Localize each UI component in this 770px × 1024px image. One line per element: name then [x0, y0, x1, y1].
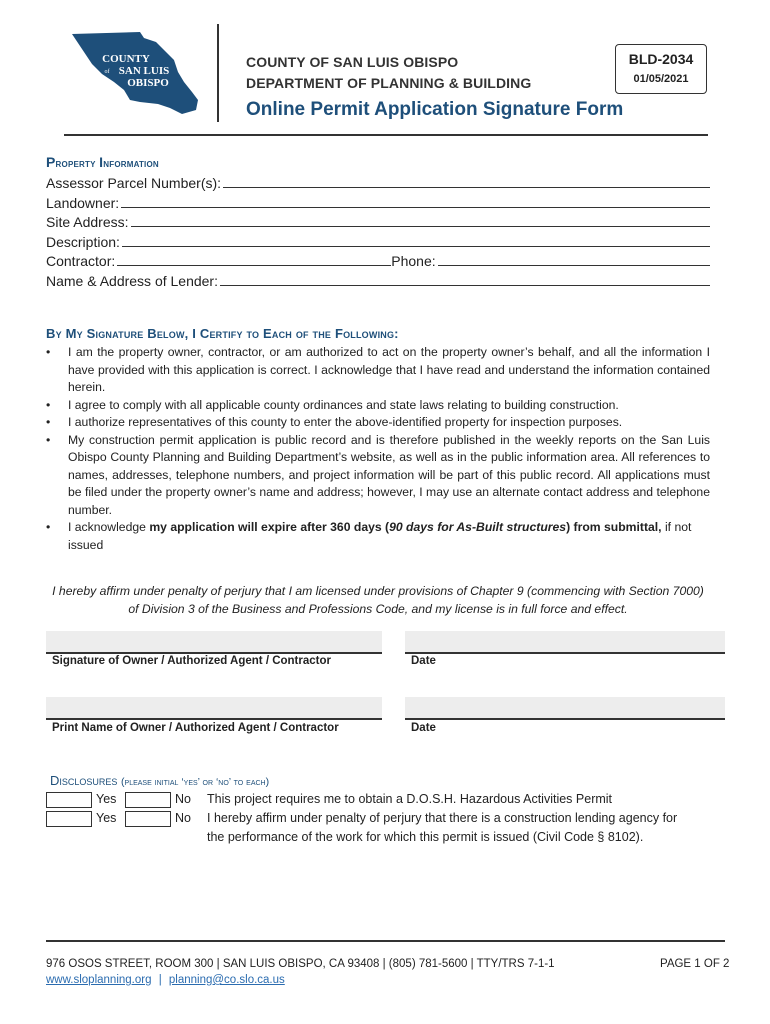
- contractor-phone-row: [46, 251, 710, 269]
- site-address-line[interactable]: [131, 214, 711, 227]
- form-title: Online Permit Application Signature Form: [246, 99, 624, 120]
- header-divider: [217, 24, 219, 122]
- header-rule: [64, 134, 708, 136]
- logo-county-text: COUNTY: [102, 53, 150, 65]
- logo-of-text: of: [104, 69, 110, 75]
- form-code: BLD-2034: [628, 51, 694, 67]
- lender-label: Name & Address of Lender:: [46, 273, 218, 289]
- phone-label: Phone:: [391, 253, 436, 269]
- landowner-field[interactable]: [46, 193, 710, 211]
- logo-obispo-text: OBISPO: [127, 77, 169, 89]
- disclosure1-text: This project requires me to obtain a D.O.S.H. Hazardous Activities Permit: [207, 792, 613, 806]
- disclosures-heading: Disclosures (please initial ‘yes’ or ‘no’ to each): [50, 773, 270, 788]
- disclosure1-yes-initial[interactable]: [46, 792, 92, 808]
- signature-label: Signature of Owner / Authorized Agent / Contractor: [52, 655, 331, 667]
- print-date-line: [405, 718, 725, 720]
- landowner-line[interactable]: [121, 195, 710, 208]
- description-label: Description:: [46, 234, 120, 250]
- email-link[interactable]: planning@co.slo.ca.us: [168, 974, 285, 986]
- signature-line: [46, 652, 382, 654]
- signature-date-input[interactable]: [405, 631, 725, 653]
- contractor-label: Contractor:: [46, 253, 116, 269]
- disclosure2-yes-initial[interactable]: [46, 811, 92, 827]
- page-number: PAGE 1 OF 2: [660, 958, 730, 970]
- list-item-expiration: • I acknowledge my application will expire after 360 days (90 days for As-Built structures) from submittal, if not issued: [46, 520, 692, 552]
- phone-line[interactable]: [438, 253, 710, 266]
- county-logo: [70, 30, 202, 116]
- landowner-label: Landowner:: [46, 195, 120, 211]
- form-code-box: [615, 44, 707, 94]
- site-address-label: Site Address:: [46, 214, 129, 230]
- disclosure1-no-label: No: [175, 792, 191, 806]
- print-name-input[interactable]: [46, 697, 382, 719]
- lender-line[interactable]: [220, 273, 710, 286]
- description-field[interactable]: [46, 232, 710, 250]
- footer-separator: |: [158, 974, 162, 986]
- certify-list: [46, 344, 710, 554]
- certify-heading: By My Signature Below, I Certify to Each of the Following:: [46, 326, 399, 341]
- apn-label: Assessor Parcel Number(s):: [46, 175, 222, 191]
- print-name-line: [46, 718, 382, 720]
- website-link[interactable]: www.sloplanning.org: [46, 974, 152, 986]
- apn-line[interactable]: [223, 175, 710, 188]
- list-item: • I am the property owner, contractor, or am authorized to act on the property owner’s behalf, and all the information I have provided with this application is correct. I acknowledge that I have read and understand the information contained herein.: [46, 345, 710, 394]
- disclosure2-text-line1: I hereby affirm under penalty of perjury that there is a construction lending agency for: [207, 811, 678, 825]
- disclosure2-text-line2: the performance of the work for which this permit is issued (Civil Code § 8102).: [207, 830, 644, 844]
- license-affirmation: I hereby affirm under penalty of perjury that I am licensed under provisions of Chapter 9 (commencing with Section 7000) of Division 3 of the Business and Professions Code, and my license is in full force and effect.: [52, 584, 704, 616]
- signature-input[interactable]: [46, 631, 382, 653]
- signature-date-line: [405, 652, 725, 654]
- list-item: • I agree to comply with all applicable county ordinances and state laws relating to building construction.: [46, 397, 619, 412]
- department-name: DEPARTMENT OF PLANNING & BUILDING: [246, 75, 532, 91]
- property-info-heading: Property Information: [46, 154, 159, 170]
- apn-field[interactable]: [46, 173, 710, 191]
- print-name-label: Print Name of Owner / Authorized Agent / Contractor: [52, 722, 339, 734]
- footer-links: [46, 974, 285, 986]
- contractor-line[interactable]: [117, 253, 391, 266]
- disclosure2-yes-label: Yes: [96, 811, 117, 825]
- print-date-input[interactable]: [405, 697, 725, 719]
- site-address-field[interactable]: [46, 212, 710, 230]
- disclosure1-no-initial[interactable]: [125, 792, 171, 808]
- org-name: COUNTY OF SAN LUIS OBISPO: [246, 54, 459, 70]
- list-item: • My construction permit application is public record and is therefore published in the weekly reports on the San Luis Obispo County Planning and Building Department’s website, as well as in the public information area. All references to names, addresses, telephone numbers, and project information will be part of this public record. All applications must be filed under the property owner’s name and address; however, I may use an alternate contact address and telephone number.: [46, 432, 710, 517]
- footer-address: 976 OSOS STREET, ROOM 300 | SAN LUIS OBISPO, CA 93408 | (805) 781-5600 | TTY/TRS 7-1-1: [46, 958, 555, 970]
- description-line[interactable]: [122, 234, 710, 247]
- disclosure1-yes-label: Yes: [96, 792, 117, 806]
- disclosure2-no-label: No: [175, 811, 191, 825]
- footer-rule: [46, 940, 725, 942]
- lender-field[interactable]: [46, 271, 710, 289]
- logo-sanluis-text: SAN LUIS: [118, 65, 170, 77]
- form-date: 01/05/2021: [633, 73, 689, 85]
- list-item: • I authorize representatives of this county to enter the above-identified property for inspection purposes.: [46, 415, 623, 429]
- print-date-label: Date: [411, 722, 436, 734]
- signature-date-label: Date: [411, 655, 436, 667]
- disclosure2-no-initial[interactable]: [125, 811, 171, 827]
